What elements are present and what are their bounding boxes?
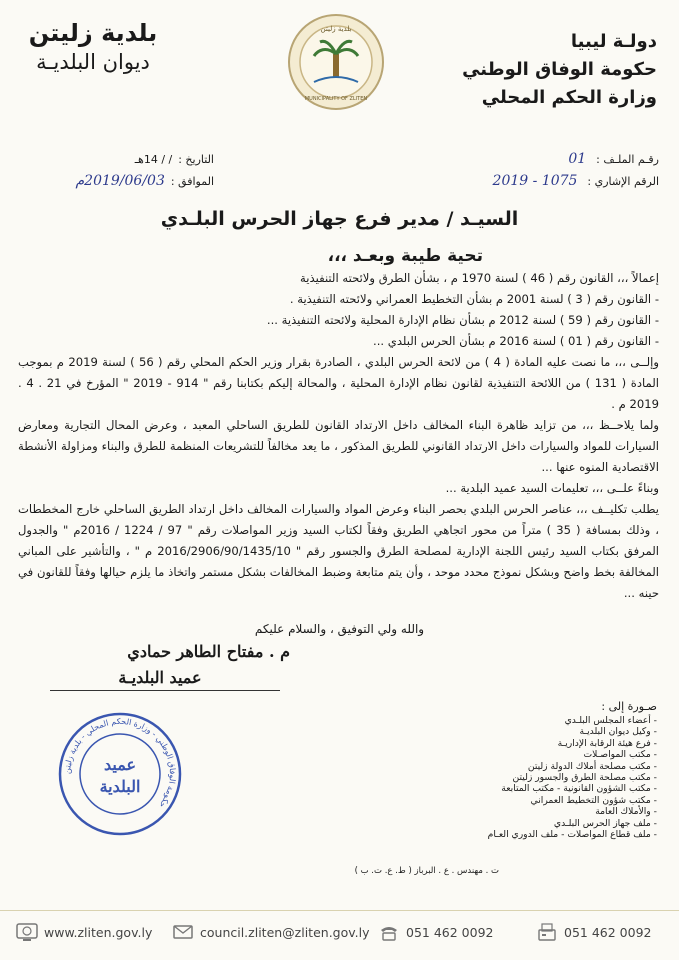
paragraph: ولما يلاحــظ ،،، من تزايد ظاهرة البناء المخالف داخل الارتداد القانون للطريق الساحلي المعبد ، وعرض المحال التجارية ومعارض السيارات للمواد والسيارات داخل الارتداد القانوني للطريق المذكور ، ما يعد مخالفاً للتشريعات المنظمة للطرق والبناء ومزاولة الأنشطة الاقتصادية المنوه عنها ...: [18, 418, 659, 474]
palm-trunk: [333, 54, 339, 78]
date-block: [14, 148, 214, 192]
stamp-center-line2: البلدية: [99, 777, 141, 796]
list-item: - مكتب مصلحة الطرق والجسور زليتن: [417, 772, 657, 783]
email-text: council.zliten@zliten.gov.ly: [200, 924, 370, 940]
letter-addressee: السيـد / مدير فرع جهاز الحرس البلـدي: [160, 208, 519, 230]
paragraph: إعمالاً ،،، القانون رقم ( 46 ) لسنة 1970 م ، بشأن الطرق ولائحته التنفيذية: [300, 271, 659, 285]
footer: [0, 910, 679, 951]
phone-icon: [378, 922, 400, 942]
footer-email[interactable]: [172, 921, 370, 943]
list-item: - وكيل ديوان البلديـة: [417, 726, 657, 737]
municipality-header: [8, 18, 178, 76]
paragraph: - القانون رقم ( 59 ) لسنة 2012 م بشأن نظام الإدارة المحلية ولائحته التنفيذية ...: [266, 313, 659, 327]
municipality-logo: [286, 12, 386, 112]
letter-closing: والله ولي التوفيق ، والسلام عليكم: [254, 622, 425, 636]
fax-icon: [536, 922, 558, 942]
index-label: الرقم الإشاري :: [587, 174, 659, 188]
file-value: 01: [568, 151, 587, 167]
letter-greeting: تحية طيبة وبعـد ،،،: [327, 246, 483, 266]
ministry-name: وزارة الحكم المحلي: [481, 87, 657, 108]
paragraph: وبناءً علــى ،،، تعليمات السيد عميد البلدية ...: [445, 481, 659, 495]
office-name: ديوان البلديـة: [36, 50, 150, 74]
date-label: التاريخ :: [178, 152, 214, 166]
index-number-row: [429, 170, 659, 192]
website-text: www.zliten.gov.ly: [44, 924, 153, 940]
list-item: - ملف جهاز الحرس البلـدي: [417, 818, 657, 829]
municipality-name: بلدية زليتن: [28, 19, 158, 47]
email-icon: [172, 922, 194, 942]
government-name: حكومة الوفاق الوطني: [462, 59, 657, 80]
paragraph: وإلــى ،،، ما نصت عليه المادة ( 4 ) من لائحة الحرس البلدي ، الصادرة بقرار وزير الحكم المحلي رقم ( 56 ) لسنة 2019 م بموجب المادة ( 131 ) من اللائحة التنفيذية لقانون نظام الإدارة المحلية ، والمحالة إليكم بكتابنا رقم " 914 - 2019 " المؤرخ في 21 . 4 . 2019 م .: [18, 355, 660, 411]
phone-text: 051 462 0092: [406, 924, 494, 940]
copies-list: [417, 700, 657, 840]
official-stamp: [56, 710, 184, 838]
stamp-center-line1: عميد: [103, 755, 137, 774]
letter-body: [18, 268, 659, 604]
file-number-row: [429, 148, 659, 170]
gregorian-date-row: [14, 170, 214, 192]
author-initials: ت . مهندس . ع . البرباز ( ط. ع. ت. ب ): [354, 866, 499, 876]
reference-numbers: [429, 148, 659, 192]
list-item: - أعضاء المجلس البلـدي: [417, 715, 657, 726]
date-value: / / 14هـ: [134, 152, 173, 166]
index-value: 2019 - 1075: [492, 173, 578, 189]
paragraph: - القانون رقم ( 01 ) لسنة 2016 م بشأن الحرس البلدي ...: [373, 334, 659, 348]
fax-text: 051 462 0092: [564, 924, 652, 940]
signatory-name: م . مفتاح الطاهر حمادي: [127, 642, 290, 661]
list-item: - ملف قطاع المواصلات - ملف الدوري العـام: [417, 829, 657, 840]
list-item: - مكتب الشؤون القانونية - مكتب المتابعة: [417, 783, 657, 794]
government-header: [447, 28, 657, 112]
corresponding-label: الموافق :: [170, 174, 214, 188]
signatory-title: عميد البلديـة: [118, 668, 202, 687]
state-name: دولـة ليبيا: [570, 31, 657, 52]
footer-website[interactable]: [16, 921, 152, 943]
footer-phone[interactable]: [378, 921, 493, 943]
paragraph: يطلب تكليــف ،،، عناصر الحرس البلدي بحصر البناء وعرض المواد والسيارات المخالف داخل ارتداد الطريق الساحلي خارج المخططات ، وذلك بمسافة ( 35 ) متراً من محور اتجاهي الطريق وفقاً لكتاب السيد وزير المواصلات رقم " 97 / 1224 / 2016م " والجدول المرفق بكتاب السيد رئيس اللجنة الإدارية لمصلحة الطرق والجسور رقم " 2016/2906/90/1435/10 م " ، والتأشير على المباني المخالفة بخط واضح وبشكل نموذج محدد موحد ، وأن يتم متابعة وضبط المخالفات بشكل مستمر واتخاذ ما يلزم حيالها وفقاً للقانون في حينه ...: [18, 502, 660, 600]
list-item: - مكتب المواصـلات: [417, 749, 657, 760]
list-item: - مكتب شؤون التخطيط العمراني: [417, 795, 657, 806]
hijri-date-row: [14, 148, 214, 170]
file-label: رقـم الملـف :: [596, 152, 659, 166]
copies-heading: صـورة إلى :: [601, 700, 657, 713]
logo-caption: MUNICIPALITY OF ZLITEN: [304, 96, 368, 102]
logo-text: بلدية زليتن: [320, 25, 352, 33]
list-item: - فرع هيئة الرقابة الإداريـة: [417, 738, 657, 749]
signature-line: [50, 690, 280, 691]
paragraph: - القانون رقم ( 3 ) لسنة 2001 م بشأن التخطيط العمراني ولائحته التنفيذية .: [289, 292, 659, 306]
web-icon: [16, 922, 38, 942]
list-item: - والأملاك العامة: [417, 806, 657, 817]
corresponding-value: 2019/06/03م: [75, 173, 165, 189]
footer-fax[interactable]: [536, 921, 651, 943]
stamp-ring-text: حكومة الوفاق الوطني - وزارة الحكم المحلي - بلدية زليتن: [62, 716, 178, 810]
list-item: - مكتب مصلحة أملاك الدولة زليتن: [417, 761, 657, 772]
